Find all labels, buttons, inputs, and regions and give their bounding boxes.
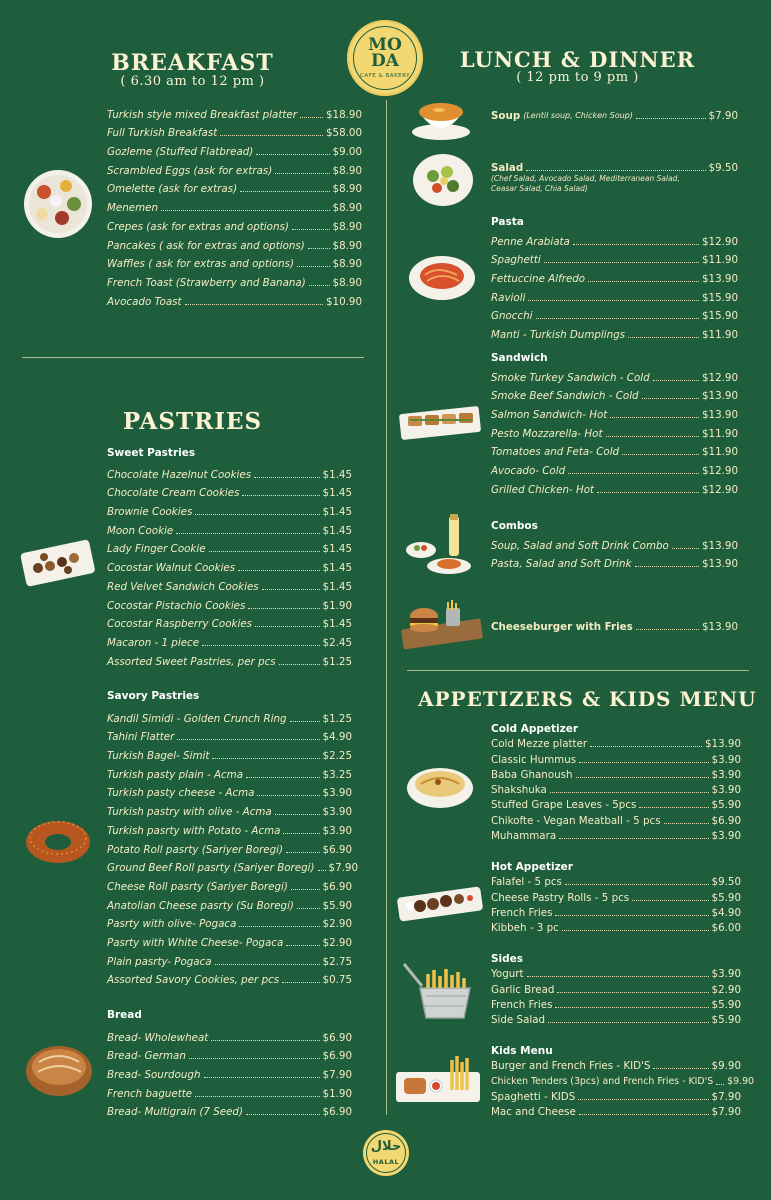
brand-name-bottom: DA (371, 51, 399, 71)
divider (22, 357, 364, 358)
list-item: Pasrty with olive- Pogaca $2.90 (107, 918, 352, 931)
pasta-plate-icon (407, 253, 477, 303)
list-item: Smoke Turkey Sandwich - Cold $12.90 (491, 371, 738, 384)
soup-bowl-icon (409, 92, 473, 142)
breakfast-title: BREAKFAST (111, 50, 274, 76)
kids-menu-heading: Kids Menu (491, 1045, 553, 1057)
list-item: Spaghetti - KIDS $7.90 (491, 1090, 741, 1103)
list-item: Garlic Bread $2.90 (491, 983, 741, 996)
list-item: Scrambled Eggs (ask for extras) $8.90 (107, 164, 362, 177)
list-item: Muhammara $3.90 (491, 830, 741, 843)
list-item: Cocostar Walnut Cookies $1.45 (107, 562, 352, 575)
list-item: Smoke Beef Sandwich - Cold $13.90 (491, 390, 738, 403)
breakfast-platter-icon (22, 168, 94, 240)
list-item: Burger and French Fries - KID'S $9.90 (491, 1060, 741, 1073)
list-item: Kibbeh - 3 pc $6.00 (491, 922, 741, 935)
list-item: Chocolate Hazelnut Cookies $1.45 (107, 468, 352, 481)
list-item: Crepes (ask for extras and options) $8.90 (107, 220, 362, 233)
list-item: Bread- Sourdough $7.90 (107, 1069, 352, 1082)
halal-arabic-mark: حلال (370, 1139, 402, 1154)
halal-badge (363, 1130, 409, 1176)
list-item: Cheese Roll pasrty (Sariyer Boregi) $6.90 (107, 880, 352, 893)
soup-item: Soup (Lentil soup, Chicken Soup) $7.90 (491, 109, 738, 122)
breakfast-list (107, 102, 362, 308)
list-item: Kandil Simidi - Golden Crunch Ring $1.25 (107, 712, 352, 725)
hot-appetizer-list (491, 873, 741, 934)
sandwich-tray-icon (398, 402, 482, 442)
list-item: Mac and Cheese $7.90 (491, 1106, 741, 1119)
kids-meal-icon (394, 1050, 482, 1108)
list-item: Anatolian Cheese pasrty (Su Boregi) $5.90 (107, 899, 352, 912)
combos-list (491, 533, 738, 570)
brand-name-top: MO (368, 35, 402, 55)
list-item: Avocado Toast $10.90 (107, 295, 362, 308)
brand-tagline: CAFE & BAKERY (360, 73, 410, 79)
list-item: French Fries $5.90 (491, 998, 741, 1011)
list-item: French Toast (Strawberry and Banana) $8.90 (107, 276, 362, 289)
appetizers-title: APPETIZERS & KIDS MENU (418, 687, 757, 711)
list-item: Lady Finger Cookie $1.45 (107, 543, 352, 556)
list-item: Salmon Sandwich- Hot $13.90 (491, 409, 738, 422)
cold-appetizer-list (491, 735, 741, 842)
cheeseburger-icon (400, 594, 484, 650)
list-item: Spaghetti $11.90 (491, 254, 738, 267)
list-item: Omelette (ask for extras) $8.90 (107, 183, 362, 196)
list-item: Pasrty with White Cheese- Pogaca $2.90 (107, 936, 352, 949)
soup-detail: (Lentil soup, Chicken Soup) (523, 110, 633, 120)
list-item: Tomatoes and Feta- Cold $11.90 (491, 446, 738, 459)
list-item: Bread- German $6.90 (107, 1050, 352, 1063)
falafel-tray-icon (396, 882, 484, 926)
list-item: Pasta, Salad and Soft Drink $13.90 (491, 558, 738, 571)
list-item: Bread- Wholewheat $6.90 (107, 1031, 352, 1044)
list-item: Turkish Bagel- Simit $2.25 (107, 750, 352, 763)
list-item: Brownie Cookies $1.45 (107, 506, 352, 519)
list-item: Menemen $8.90 (107, 202, 362, 215)
salad-note-line-1: (Chef Salad, Avocado Salad, Mediterranean Salad, (491, 174, 680, 183)
kids-menu-list (491, 1057, 754, 1119)
list-item: Ravioli $15.90 (491, 291, 738, 304)
brand-logo (347, 20, 423, 96)
salad-item: Salad $9.50 (491, 161, 738, 174)
halal-label: HALAL (372, 1158, 400, 1166)
list-item: Bread- Multigrain (7 Seed) $6.90 (107, 1106, 352, 1119)
savory-pastries-list (107, 706, 359, 987)
combos-heading: Combos (491, 520, 538, 532)
hummus-bowl-icon (405, 758, 475, 812)
list-item: Ground Beef Roll pasrty (Sariyer Boregi) $7.90 (107, 862, 359, 875)
list-item: Pesto Mozzarella- Hot $11.90 (491, 427, 738, 440)
bread-loaf-icon (24, 1040, 94, 1098)
list-item: Fettuccine Alfredo $13.90 (491, 273, 738, 286)
combo-meal-icon (403, 512, 477, 578)
list-item: Turkish pasty plain - Acma $3.25 (107, 768, 352, 781)
list-item: Turkish style mixed Breakfast platter $18.90 (107, 108, 362, 121)
pasta-heading: Pasta (491, 216, 524, 228)
lunch-title: LUNCH & DINNER (459, 47, 696, 72)
divider (407, 670, 749, 671)
list-item: Grilled Chicken- Hot $12.90 (491, 483, 738, 496)
salad-note-line-2: Ceasar Salad, Chia Salad) (491, 184, 588, 193)
lunch-hours: ( 12 pm to 9 pm ) (516, 70, 639, 85)
list-item: Plain pasrty- Pogaca $2.75 (107, 955, 352, 968)
list-item: Full Turkish Breakfast $58.00 (107, 127, 362, 140)
bread-heading: Bread (107, 1009, 142, 1021)
list-item: Chocolate Cream Cookies $1.45 (107, 487, 352, 500)
list-item: Shakshuka $3.90 (491, 784, 741, 797)
list-item: Stuffed Grape Leaves - 5pcs $5.90 (491, 799, 741, 812)
savory-pastries-heading: Savory Pastries (107, 690, 200, 702)
list-item: Chikofte - Vegan Meatball - 5 pcs $6.90 (491, 814, 741, 827)
list-item: Turkish pasrty with Potato - Acma $3.90 (107, 824, 352, 837)
sides-heading: Sides (491, 953, 524, 965)
list-item: Assorted Sweet Pastries, per pcs $1.25 (107, 655, 352, 668)
cookies-tray-icon (20, 538, 96, 590)
list-item: Pancakes ( ask for extras and options) $8.90 (107, 239, 362, 252)
column-divider (386, 100, 387, 1115)
list-item: Soup, Salad and Soft Drink Combo $13.90 (491, 539, 738, 552)
cold-appetizer-heading: Cold Appetizer (491, 723, 578, 735)
list-item: Cheese Pastry Rolls - 5 pcs $5.90 (491, 891, 741, 904)
list-item: Turkish pasty cheese - Acma $3.90 (107, 787, 352, 800)
list-item: Assorted Savory Cookies, per pcs $0.75 (107, 974, 352, 987)
pasta-list (491, 229, 738, 341)
list-item: Waffles ( ask for extras and options) $8.90 (107, 258, 362, 271)
sandwich-list (491, 365, 738, 496)
list-item: Red Velvet Sandwich Cookies $1.45 (107, 580, 352, 593)
breakfast-hours: ( 6.30 am to 12 pm ) (120, 74, 265, 89)
list-item: Falafel - 5 pcs $9.50 (491, 876, 741, 889)
pastries-title: PASTRIES (122, 408, 263, 435)
list-item: Macaron - 1 piece $2.45 (107, 636, 352, 649)
sweet-pastries-heading: Sweet Pastries (107, 447, 196, 459)
list-item: Cocostar Raspberry Cookies $1.45 (107, 618, 352, 631)
bread-list (107, 1025, 352, 1118)
simit-bagel-icon (24, 818, 92, 866)
list-item: Cold Mezze platter $13.90 (491, 738, 741, 751)
salad-plate-icon (411, 152, 475, 208)
list-item: Chicken Tenders (3pcs) and French Fries - KID'S $9.90 (491, 1075, 754, 1087)
list-item: Gozleme (Stuffed Flatbread) $9.00 (107, 146, 362, 159)
list-item: French baguette $1.90 (107, 1087, 352, 1100)
list-item: Manti - Turkish Dumplings $11.90 (491, 329, 738, 342)
list-item: Gnocchi $15.90 (491, 310, 738, 323)
sandwich-heading: Sandwich (491, 352, 548, 364)
list-item: Side Salad $5.90 (491, 1014, 741, 1027)
list-item: French Fries $4.90 (491, 906, 741, 919)
list-item: Cocostar Pistachio Cookies $1.90 (107, 599, 352, 612)
list-item: Avocado- Cold $12.90 (491, 465, 738, 478)
list-item: Yogurt $3.90 (491, 968, 741, 981)
hot-appetizer-heading: Hot Appetizer (491, 861, 573, 873)
list-item: Moon Cookie $1.45 (107, 524, 352, 537)
list-item: Potato Roll pasrty (Sariyer Boregi) $6.90 (107, 843, 352, 856)
list-item: Classic Hummus $3.90 (491, 753, 741, 766)
sides-list (491, 965, 741, 1026)
list-item: Turkish pastry with olive - Acma $3.90 (107, 806, 352, 819)
cheeseburger-item: Cheeseburger with Fries $13.90 (491, 620, 738, 633)
list-item: Penne Arabiata $12.90 (491, 235, 738, 248)
list-item: Tahini Flatter $4.90 (107, 731, 352, 744)
list-item: Baba Ghanoush $3.90 (491, 768, 741, 781)
fries-basket-icon (400, 960, 476, 1026)
sweet-pastries-list (107, 462, 352, 668)
